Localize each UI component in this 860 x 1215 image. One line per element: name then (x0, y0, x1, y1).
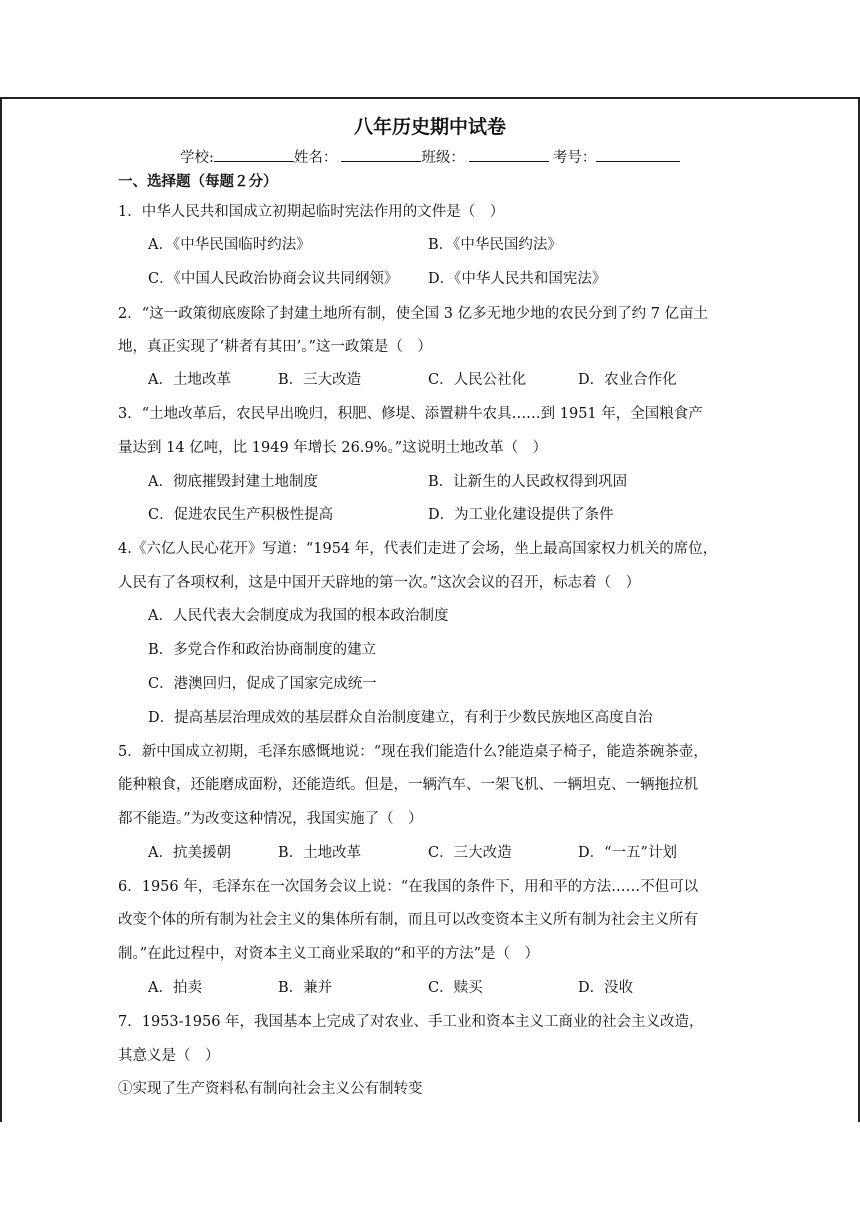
q3-stem-line1: 3．“土地改革后，农民早出晚归，积肥、修堤、添置耕牛农具……到 1951 年，全国粮食产 (118, 406, 703, 422)
q2-stem-line2: 地，真正实现了‘耕者有其田’。”这一政策是（ ） (118, 339, 432, 355)
q4-option-b: B．多党合作和政治协商制度的建立 (148, 642, 377, 658)
school-blank (214, 147, 294, 162)
q7-item-1: ①实现了生产资料私有制向社会主义公有制转变 (118, 1081, 423, 1097)
q4-option-a: A．人民代表大会制度成为我国的根本政治制度 (148, 608, 449, 624)
q1-option-b: B．《中华民国约法》 (428, 237, 562, 253)
q4-stem-line1: 4.《六亿人民心花开》写道：“1954 年，代表们走进了会场，坐上最高国家权力机关的席位， (118, 541, 718, 557)
q1-option-c: C．《中国人民政治协商会议共同纲领》 (148, 271, 399, 287)
q6-option-b: B．兼并 (278, 980, 333, 996)
page-left-border (0, 97, 2, 1122)
q5-option-d: D．“一五”计划 (578, 845, 677, 861)
q5-option-a: A．抗美援朝 (148, 845, 231, 861)
q6-stem-line2: 改变个体的所有制为社会主义的集体所有制，而且可以改变资本主义所有制为社会主义所有 (118, 912, 698, 928)
exam-no-blank (596, 147, 680, 162)
q5-option-c: C．三大改造 (428, 845, 512, 861)
q3-option-d: D．为工业化建设提供了条件 (428, 507, 614, 523)
q5-stem-line3: 都不能造。”为改变这种情况，我国实施了（ ） (118, 811, 423, 827)
q7-stem-line2: 其意义是（ ） (118, 1048, 220, 1064)
q6-stem-line3: 制。”在此过程中，对资本主义工商业采取的“和平的方法”是（ ） (118, 946, 539, 962)
q5-option-b: B．土地改革 (278, 845, 362, 861)
class-label: 班级： (421, 150, 465, 166)
student-info-row (180, 146, 680, 167)
q1-option-a: A．《中华民国临时约法》 (148, 237, 311, 253)
exam-title: 八年历史期中试卷 (353, 116, 506, 138)
q3-option-c: C．促进农民生产积极性提高 (148, 507, 334, 523)
q2-option-d: D．农业合作化 (578, 372, 677, 388)
q1-option-d: D．《中华人民共和国宪法》 (428, 271, 607, 287)
q4-option-c: C．港澳回归，促成了国家完成统一 (148, 676, 377, 692)
class-blank (469, 147, 549, 162)
q2-option-a: A．土地改革 (148, 372, 231, 388)
q6-option-c: C．赎买 (428, 980, 483, 996)
q7-stem-line1: 7．1953-1956 年，我国基本上完成了对农业、手工业和资本主义工商业的社会主义改造， (118, 1014, 704, 1030)
exam-no-label: 考号： (552, 150, 597, 166)
q4-stem-line2: 人民有了各项权利，这是中国开天辟地的第一次。”这次会议的召开，标志着（ ） (118, 575, 641, 591)
q5-stem-line2: 能种粮食，还能磨成面粉，还能造纸。但是，一辆汽车、一架飞机、一辆坦克、一辆拖拉机 (118, 777, 698, 793)
q3-option-a: A．彻底摧毁封建土地制度 (148, 474, 318, 490)
q2-option-b: B．三大改造 (278, 372, 362, 388)
q4-option-d: D．提高基层治理成效的基层群众自治制度建立，有利于少数民族地区高度自治 (148, 710, 653, 726)
q6-stem-line1: 6．1956 年，毛泽东在一次国务会议上说：“在我国的条件下，用和平的方法……不但可以 (118, 879, 699, 895)
name-blank (341, 147, 421, 162)
q3-option-b: B．让新生的人民政权得到巩固 (428, 474, 628, 490)
q6-option-d: D．没收 (578, 980, 634, 996)
section-heading: 一、选择题（每题２分） (118, 174, 278, 190)
q3-stem-line2: 量达到 14 亿吨，比 1949 年增长 26.9%。”这说明土地改革（ ） (118, 440, 548, 456)
school-label: 学校: (180, 150, 214, 166)
name-label: 姓名： (293, 150, 338, 166)
q2-stem-line1: 2．“这一政策彻底废除了封建土地所有制，使全国 3 亿多无地少地的农民分到了约 7 亿亩土 (118, 306, 709, 322)
q1-stem: 1．中华人民共和国成立初期起临时宪法作用的文件是（ ） (118, 204, 505, 220)
q6-option-a: A．拍卖 (148, 980, 202, 996)
page-top-border (0, 97, 860, 99)
q2-option-c: C．人民公社化 (428, 372, 527, 388)
q5-stem-line1: 5．新中国成立初期，毛泽东感慨地说：“现在我们能造什么?能造桌子椅子，能造茶碗茶壶， (118, 744, 708, 760)
